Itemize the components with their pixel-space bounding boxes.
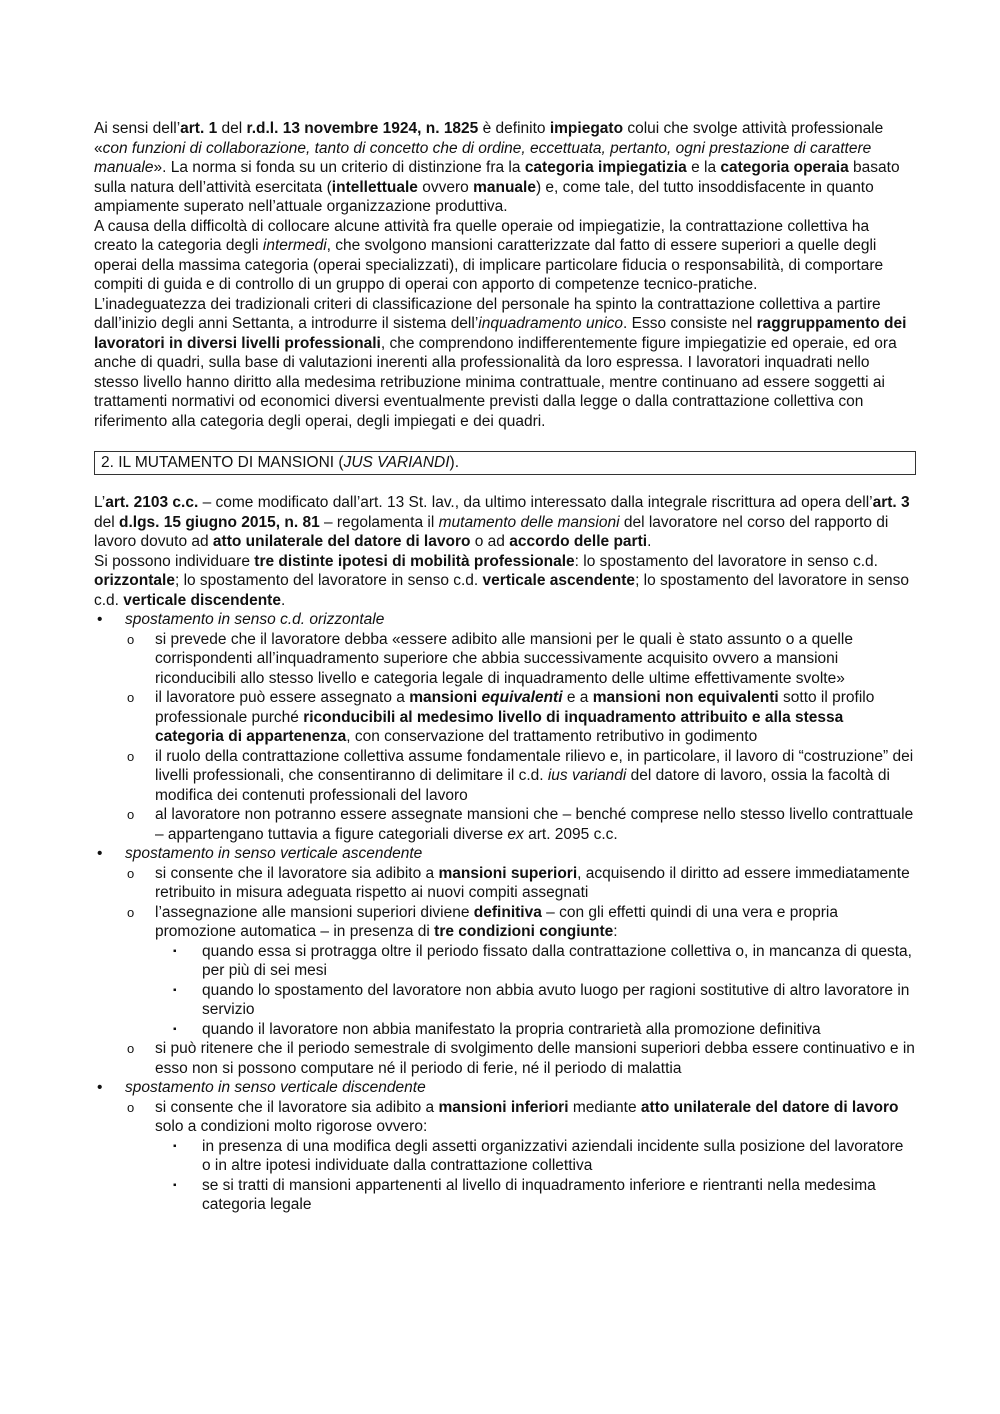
section-paragraph <box>94 552 916 611</box>
text-run: in presenza di una modifica degli assetti organizzativi aziendali incidente sulla posizione del lavoratore o in altre ipotesi individuate dalla contrattazione collettiva <box>202 1137 904 1174</box>
section-heading-box <box>94 451 916 475</box>
text-run: – come modificato dall’art. 13 St. lav., da ultimo interessato dalla integrale riscrittura ad opera dell’ <box>198 494 873 511</box>
square-bullet-icon: ▪ <box>173 1023 177 1035</box>
text-run: L’inadeguatezza dei tradizionali criteri di classificazione del personale ha spinto la contrattazione collettiva a partire dall’inizio degli anni Settanta, a introdurre il sistema dell’ <box>94 295 881 332</box>
text-run: 2. IL MUTAMENTO DI MANSIONI ( <box>101 454 344 471</box>
circle-bullet-icon: o <box>127 807 135 822</box>
text-run: quando essa si protragga oltre il periodo fissato dalla contrattazione collettiva o, in mancanza di questa, per più di sei mesi <box>202 942 912 979</box>
bold-text: verticale ascendente <box>482 572 636 589</box>
circle-bullet-icon: o <box>127 631 135 647</box>
bold-text: art. 2103 c.c. <box>105 494 199 511</box>
italic-text: ex <box>507 825 524 843</box>
text-run: mediante <box>568 1098 641 1116</box>
bullet-icon: • <box>97 1079 103 1096</box>
square-bullet-icon: ▪ <box>173 1179 177 1191</box>
list-item-text <box>155 631 853 687</box>
text-run: e a <box>562 689 593 706</box>
text-run: si prevede che il lavoratore debba «essere adibito alle mansioni per le quali è stato assunto o a quelle corrispondenti all’inquadramento superiore che abbia successivamente acquisito ovvero a mansioni riconducibili allo stesso livello e categoria legale di inquadramento delle ultime effettivamente svolte» <box>155 630 853 687</box>
bold-text: atto unilaterale del datore di lavoro <box>212 533 471 550</box>
list-item-text <box>155 1040 915 1077</box>
text-run: del lavoratore nel corso del rapporto di lavoro dovuto ad <box>94 513 889 550</box>
list-item-text <box>155 806 913 843</box>
bold-text: orizzontale <box>94 572 175 589</box>
italic-text: ius variandi <box>547 767 627 784</box>
bullet-icon: • <box>97 845 103 862</box>
list-item-text <box>202 1021 821 1038</box>
bold-text: manuale <box>473 178 536 196</box>
list-item-text <box>155 689 874 745</box>
text-run: ; lo spostamento del lavoratore in senso c.d. <box>174 572 483 589</box>
list-item-text <box>202 982 909 1019</box>
bold-text: impiegato <box>549 120 624 137</box>
bold-text: mansioni inferiori <box>438 1098 569 1116</box>
text-run: ). <box>449 454 459 471</box>
list-subsubitem <box>94 942 916 981</box>
bold-text: intellettuale <box>331 178 418 196</box>
text-run: L’ <box>94 494 106 511</box>
document-page <box>94 119 916 1215</box>
list-item-mobility-type <box>94 1078 916 1098</box>
list-subitem <box>94 805 916 844</box>
italic-text: spostamento in senso verticale ascendente <box>125 845 423 862</box>
text-run: – con gli effetti quindi di una vera e propria promozione automatica – in presenza di <box>155 903 838 940</box>
bold-text: categoria operaia <box>720 159 849 176</box>
text-run: del datore di lavoro, ossia la facoltà di modifica dei contenuti professionali del lavoro <box>155 767 890 804</box>
list-item-text <box>202 1138 903 1175</box>
text-run: Ai sensi dell’ <box>94 120 181 137</box>
bold-text: d.lgs. 15 giugno 2015, n. 81 <box>119 513 320 531</box>
text-run: del <box>94 513 119 531</box>
list-item-text <box>202 1177 876 1214</box>
list-item-text <box>155 904 838 941</box>
text-run: , acquisendo il diritto ad essere immediatamente retribuito in misura adeguata rispetto ai nuovi compiti assegnati <box>155 864 910 901</box>
italic-text: spostamento in senso verticale discendente <box>125 1079 426 1096</box>
circle-bullet-icon: o <box>127 904 135 920</box>
italic-text: intermedi <box>262 237 327 254</box>
text-run: . <box>647 533 652 550</box>
list-subsubitem <box>94 1176 916 1215</box>
bold-italic-text: equivalenti <box>481 689 563 706</box>
circle-bullet-icon: o <box>127 865 135 881</box>
bold-text: r.d.l. 13 novembre 1924, n. 1825 <box>246 120 479 137</box>
text-run: si consente che il lavoratore sia adibito a <box>155 1098 439 1116</box>
bold-text: art. 1 <box>180 120 218 137</box>
list-item-text <box>125 1079 426 1096</box>
text-run: l’assegnazione alle mansioni superiori diviene <box>155 903 474 921</box>
list-subsubitem <box>94 981 916 1020</box>
circle-bullet-icon: o <box>127 1041 135 1056</box>
bullet-icon: • <box>97 611 103 628</box>
list-subitem <box>94 747 916 806</box>
text-run: ovvero <box>417 178 474 196</box>
body-paragraph <box>94 119 916 217</box>
text-run: il lavoratore può essere assegnato a <box>155 689 410 706</box>
mobility-list <box>94 610 916 1215</box>
text-run: o ad <box>470 533 510 550</box>
text-run: – regolamenta il <box>319 513 439 531</box>
bold-text: mansioni non equivalenti <box>592 689 779 706</box>
intro-section <box>94 119 916 431</box>
list-item-text <box>155 865 910 902</box>
list-subitem <box>94 903 916 942</box>
text-run: : <box>613 923 618 940</box>
bold-text: mansioni <box>409 689 482 706</box>
bold-text: mansioni superiori <box>438 864 578 882</box>
text-run: quando il lavoratore non abbia manifestato la propria contrarietà alla promozione definitiva <box>202 1020 821 1038</box>
square-bullet-icon: ▪ <box>173 1140 177 1152</box>
list-item-text <box>155 748 913 804</box>
list-item-mobility-type <box>94 610 916 630</box>
text-run: colui che svolge attività professionale « <box>94 120 884 157</box>
list-item-text <box>125 611 384 628</box>
bold-text: raggruppamento dei lavoratori in diversi livelli professionali <box>94 315 907 352</box>
square-bullet-icon: ▪ <box>173 945 177 957</box>
text-run: , che svolgono mansioni caratterizzate dal fatto di essere superiori a quelle degli operai della massima categoria (operai specializzati), di implicare particolare fiducia o responsabilità, di comportare compiti di guida e di controllo di un gruppo di operai con apporto di competenze tecnico-pratiche. <box>94 237 884 293</box>
text-run: è definito <box>478 120 550 137</box>
text-run: art. 2095 c.c. <box>523 825 618 843</box>
section-paragraph <box>94 493 916 552</box>
text-run: sotto il profilo professionale purché <box>155 689 875 726</box>
body-paragraph <box>94 295 916 432</box>
circle-bullet-icon: o <box>127 690 135 705</box>
text-run: . Esso consiste nel <box>623 315 757 332</box>
bold-text: art. 3 <box>872 494 910 511</box>
text-run: ; lo spostamento del lavoratore in senso c.d. <box>94 572 910 609</box>
body-paragraph <box>94 217 916 295</box>
text-run: . <box>280 591 286 609</box>
bold-text: atto unilaterale del datore di lavoro <box>640 1098 899 1116</box>
section-body <box>94 493 916 610</box>
list-item-mobility-type <box>94 844 916 864</box>
text-run: A causa della difficoltà di collocare alcune attività fra quelle operaie od impiegatizie, la contrattazione collettiva ha creato la categoria degli <box>94 217 870 254</box>
list-item-text <box>155 1099 898 1136</box>
text-run: quando lo spostamento del lavoratore non abbia avuto luogo per ragioni sostitutive di altro lavoratore in servizio <box>202 981 910 1018</box>
text-run: se si tratti di mansioni appartenenti al livello di inquadramento inferiore e rientranti nella medesima categoria legale <box>202 1176 876 1213</box>
text-run: Si possono individuare <box>94 552 255 570</box>
circle-bullet-icon: o <box>127 1099 135 1115</box>
bold-text: categoria impiegatizia <box>524 159 687 176</box>
circle-bullet-icon: o <box>127 748 135 764</box>
list-subitem <box>94 1098 916 1137</box>
list-subsubitem <box>94 1137 916 1176</box>
bold-text: riconducibili al medesimo livello di inquadramento attribuito e alla stessa categoria di appartenenza <box>155 708 844 745</box>
text-run: del <box>217 120 247 137</box>
italic-text: mutamento delle mansioni <box>438 513 620 531</box>
italic-text: inquadramento unico <box>478 315 624 332</box>
italic-text: con funzioni di collaborazione, tanto di concetto che di ordine, eccettuata, pertanto, ogni prestazione di carattere manuale <box>94 139 872 176</box>
text-run: ». La norma si fonda su un criterio di distinzione fra la <box>153 159 525 176</box>
bold-text: tre condizioni congiunte <box>434 923 614 940</box>
text-run: , che comprendono indifferentemente figure impiegatizie ed operaie, ed ora anche di quadri, sulla base di valutazioni inerenti alla professionalità da loro espressa. I lavoratori inquadrati nello stesso livello hanno diritto alla medesima retribuzione minima contrattuale, mentre continuano ad essere soggetti ai trattamenti normativi od economici diversi eventualmente previsti dalla legge o dalla contrattazione collettiva con riferimento alla categoria degli operai, degli impiegati e dei quadri. <box>94 334 897 430</box>
square-bullet-icon: ▪ <box>173 984 177 996</box>
bold-text: accordo delle parti <box>509 533 648 550</box>
text-run: al lavoratore non potranno essere assegnate mansioni che – benché comprese nello stesso livello contrattuale – appartengano tuttavia a figure categoriali diverse <box>155 806 914 843</box>
text-run: solo a condizioni molto rigorose ovvero: <box>155 1118 428 1135</box>
text-run: e la <box>686 159 721 176</box>
bold-text: verticale discendente <box>123 591 281 609</box>
bold-text: definitiva <box>473 903 542 921</box>
text-run: , con conservazione del trattamento retributivo in godimento <box>346 728 758 745</box>
text-run: ) e, come tale, del tutto insoddisfacente in quanto ampiamente superato nell’attuale organizzazione produttiva. <box>94 178 874 215</box>
text-run: basato sulla natura dell’attività esercitata ( <box>94 159 900 196</box>
list-subitem <box>94 630 916 689</box>
text-run: si consente che il lavoratore sia adibito a <box>155 864 439 882</box>
italic-text: JUS VARIANDI <box>343 454 450 471</box>
list-item-text <box>125 845 422 862</box>
list-subsubitem <box>94 1020 916 1040</box>
list-subitem <box>94 864 916 903</box>
text-run: si può ritenere che il periodo semestrale di svolgimento delle mansioni superiori debba essere continuativo e in esso non si possono computare né il periodo di ferie, né il periodo di malattia <box>155 1040 915 1077</box>
text-run: il ruolo della contrattazione collettiva assume fondamentale rilievo e, in particolare, il lavoro di “costruzione” dei livelli professionali, che consentiranno di delimitare il c.d. <box>155 747 914 784</box>
list-item-text <box>202 943 912 980</box>
list-subitem <box>94 688 916 747</box>
text-run: : lo spostamento del lavoratore in senso c.d. <box>574 552 878 570</box>
list-subitem <box>94 1039 916 1078</box>
bold-text: tre distinte ipotesi di mobilità professionale <box>254 552 575 570</box>
italic-text: spostamento in senso c.d. orizzontale <box>125 611 385 628</box>
